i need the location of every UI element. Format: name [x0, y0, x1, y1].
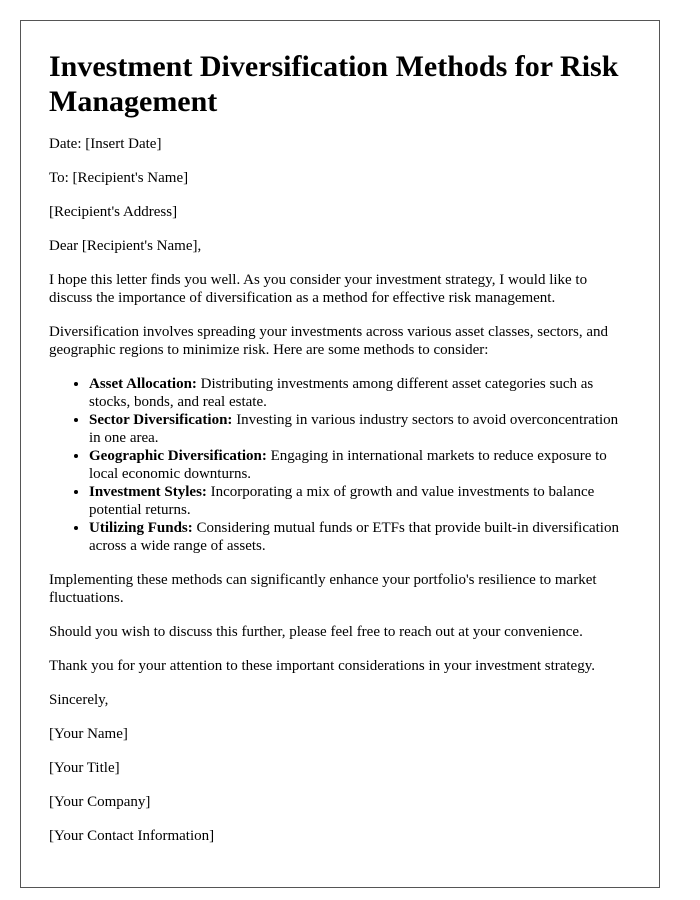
definition-paragraph: Diversification involves spreading your investments across various asset classes, sectors, and geographic regions to minimize risk. Here are some methods to consider: [49, 324, 609, 358]
list-item [89, 519, 631, 555]
date-line: Date: [Insert Date] [49, 136, 162, 152]
list-item [89, 411, 631, 447]
method-term: Utilizing Funds: [89, 520, 193, 536]
method-term: Investment Styles: [89, 484, 207, 500]
thanks-paragraph: Thank you for your attention to these important considerations in your investment strategy. [49, 658, 595, 674]
list-item [89, 375, 631, 411]
method-description: Considering mutual funds or ETFs that provide built-in diversification across a wide range of assets. [89, 520, 619, 554]
recipient-address-line: [Recipient's Address] [49, 204, 178, 220]
method-description: Incorporating a mix of growth and value investments to balance potential returns. [89, 484, 595, 518]
sender-company: [Your Company] [49, 794, 151, 810]
method-description: Distributing investments among different asset categories such as stocks, bonds, and real estate. [89, 376, 594, 410]
list-item [89, 483, 631, 519]
letter-title: Investment Diversification Methods for Risk Management [49, 50, 619, 118]
recipient-name-line: To: [Recipient's Name] [49, 170, 189, 186]
intro-paragraph: I hope this letter finds you well. As you consider your investment strategy, I would like to discuss the importance of diversification as a method for effective risk management. [49, 272, 588, 306]
sender-name: [Your Name] [49, 726, 128, 742]
method-description: Investing in various industry sectors to avoid overconcentration in one area. [89, 412, 619, 446]
followup-paragraph: Should you wish to discuss this further, please feel free to reach out at your convenience. [49, 624, 583, 640]
letter-page [20, 20, 660, 888]
methods-list [49, 375, 631, 555]
list-item [89, 447, 631, 483]
signoff: Sincerely, [49, 692, 109, 708]
implementation-paragraph: Implementing these methods can significantly enhance your portfolio's resilience to market fluctuations. [49, 572, 597, 606]
salutation: Dear [Recipient's Name], [49, 238, 202, 254]
method-term: Asset Allocation: [89, 376, 197, 392]
sender-contact: [Your Contact Information] [49, 828, 215, 844]
method-term: Sector Diversification: [89, 412, 233, 428]
sender-title: [Your Title] [49, 760, 120, 776]
method-term: Geographic Diversification: [89, 448, 267, 464]
method-description: Engaging in international markets to reduce exposure to local economic downturns. [89, 448, 607, 482]
